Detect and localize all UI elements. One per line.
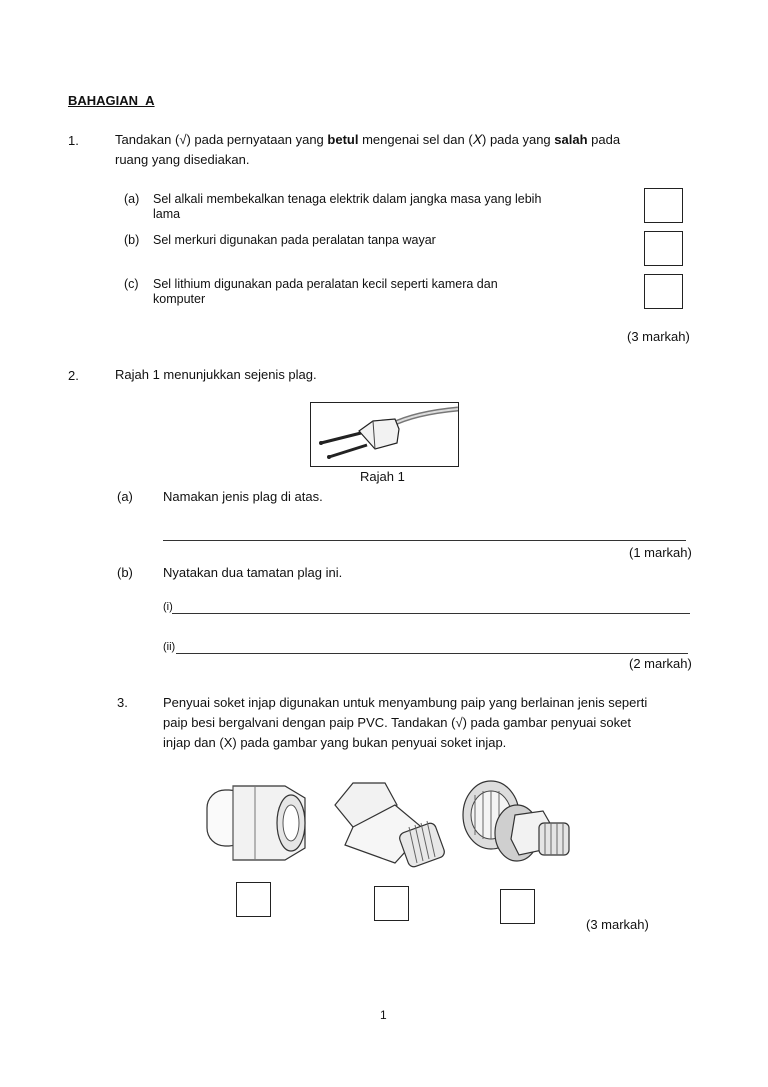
q3-line1: Penyuai soket injap digunakan untuk menyambung paip yang berlainan jenis seperti <box>163 695 648 710</box>
q3-line3: injap dan (X) pada gambar yang bukan penyuai soket injap. <box>163 735 507 750</box>
q1-text-part: pada <box>587 132 621 147</box>
q3-line2: paip besi bergalvani dengan paip PVC. Tandakan (√) pada gambar penyuai soket <box>163 715 631 730</box>
q1-bold-salah: salah <box>554 132 588 147</box>
q1-item-a-label: (a) <box>124 192 140 206</box>
q1-item-b-label: (b) <box>124 233 140 247</box>
q1-item-a-line1: Sel alkali membekalkan tenaga elektrik dalam jangka masa yang lebih <box>153 192 542 206</box>
section-title: BAHAGIAN A <box>68 93 155 108</box>
q1-item-c-text <box>153 277 623 307</box>
q2a-text: Namakan jenis plag di atas. <box>163 489 323 504</box>
page-number: 1 <box>380 1008 387 1022</box>
q2b-answer-line-ii[interactable] <box>176 653 688 654</box>
q3-fitting-2-answer-box[interactable] <box>374 886 409 921</box>
q2b-line-i-label: (i) <box>163 601 173 613</box>
q2b-answer-line-i[interactable] <box>172 613 690 614</box>
q2b-text: Nyatakan dua tamatan plag ini. <box>163 565 343 580</box>
q3-fitting-1-answer-box[interactable] <box>236 882 271 917</box>
plug-illustration <box>311 403 458 466</box>
q2b-line-ii-label: (ii) <box>163 641 176 653</box>
plug-figure <box>310 402 459 467</box>
question-1-text <box>115 130 715 170</box>
q1-text-part: mengenai sel dan (𝑋) pada yang <box>358 132 555 147</box>
q1-text-part: Tandakan (√) pada pernyataan yang <box>115 132 328 147</box>
fitting-3-illustration <box>455 775 585 875</box>
fitting-1-illustration <box>195 778 320 873</box>
q3-fitting-3-answer-box[interactable] <box>500 889 535 924</box>
q1-item-c-answer-box[interactable] <box>644 274 683 309</box>
q1-bold-betul: betul <box>327 132 359 147</box>
question-1-number: 1. <box>68 133 79 148</box>
question-3-text <box>163 693 723 753</box>
q1-text-line2: ruang yang disediakan. <box>115 152 250 167</box>
q2a-marks: (1 markah) <box>629 545 692 560</box>
q1-item-a-text <box>153 192 623 222</box>
q1-item-b-text: Sel merkuri digunakan pada peralatan tanpa wayar <box>153 233 436 247</box>
q2a-answer-line[interactable] <box>163 540 686 541</box>
question-2-number: 2. <box>68 368 79 383</box>
q2b-label: (b) <box>117 565 133 580</box>
figure-1-caption: Rajah 1 <box>360 469 405 484</box>
question-3-number: 3. <box>117 695 128 710</box>
q1-item-c-label: (c) <box>124 277 139 291</box>
q1-item-c-line2: komputer <box>153 292 206 306</box>
q2b-marks: (2 markah) <box>629 656 692 671</box>
question-2-text: Rajah 1 menunjukkan sejenis plag. <box>115 367 317 382</box>
q2a-label: (a) <box>117 489 133 504</box>
q1-item-b-answer-box[interactable] <box>644 231 683 266</box>
q3-marks: (3 markah) <box>586 917 649 932</box>
q1-item-a-answer-box[interactable] <box>644 188 683 223</box>
fitting-2-illustration <box>325 775 450 875</box>
q1-item-c-line1: Sel lithium digunakan pada peralatan kecil seperti kamera dan <box>153 277 498 291</box>
q1-item-a-line2: lama <box>153 207 181 221</box>
q1-marks: (3 markah) <box>627 329 690 344</box>
